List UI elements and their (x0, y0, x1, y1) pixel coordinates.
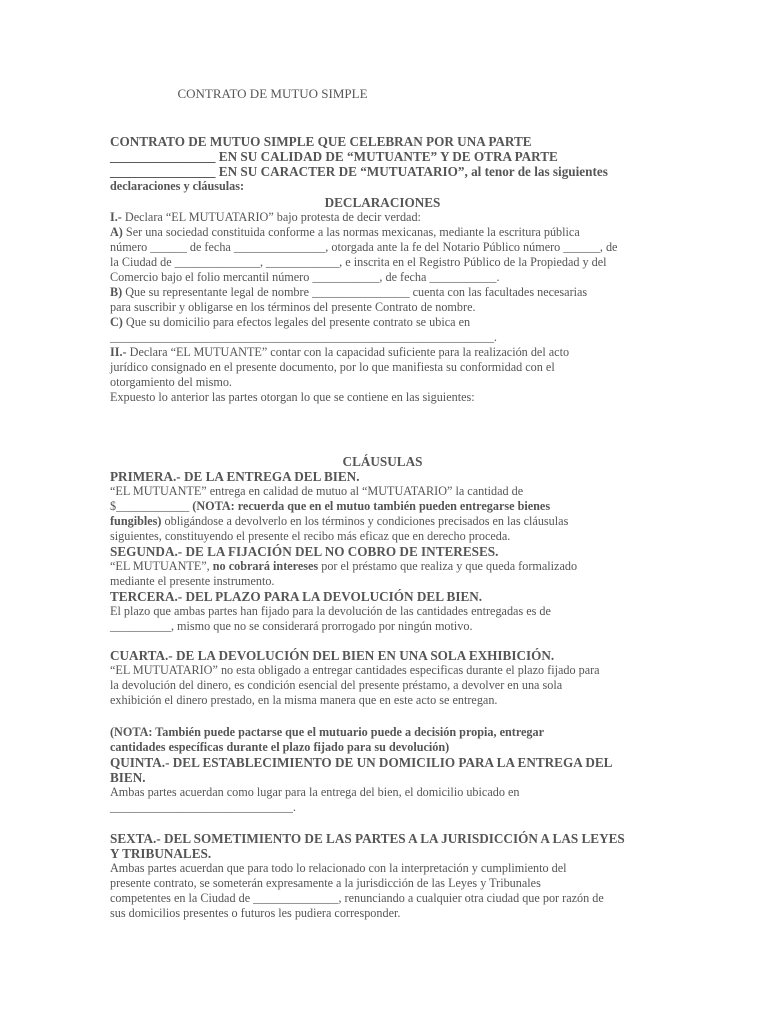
clause-line: siguientes, constituyendo el presente el recibo más eficaz que en derecho proceda. (110, 529, 511, 543)
clause-line: presente contrato, se someterán expresamente a la jurisdicción de las Leyes y Tribunales (110, 876, 541, 890)
declaration-a-line: la Ciudad de ______________, ____________, e inscrita en el Registro Público de la Propiedad y del (110, 255, 607, 269)
nota-inline: (NOTA: recuerda que en el mutuo también pueden entregarse bienes (192, 499, 551, 513)
clause-quinta (110, 755, 655, 815)
clause-line: “EL MUTUATARIO” no esta obligado a entregar cantidades especificas durante el plazo fijado para (110, 663, 600, 677)
clause-line: “EL MUTUANTE”, (110, 559, 213, 573)
clause-title: Y TRIBUNALES. (110, 846, 212, 861)
clause-title: QUINTA.- DEL ESTABLECIMIENTO DE UN DOMICILIO PARA LA ENTREGA DEL (110, 755, 613, 770)
declaration-ii-line: Declara “EL MUTUANTE” contar con la capacidad suficiente para la realización del acto (126, 345, 570, 359)
emphasis: no cobrará intereses (212, 559, 319, 573)
clause-line: por el préstamo que realiza y que queda formalizado (318, 559, 578, 573)
clause-line: obligándose a devolverlo en los términos y condiciones precisados en las cláusulas (161, 514, 569, 528)
declaration-text: Declara “EL MUTUATARIO” bajo protesta de decir verdad: (121, 210, 421, 224)
document-title: CONTRATO DE MUTUO SIMPLE (177, 86, 368, 101)
clause-line: sus domicilios presentes o futuros les pudiera corresponder. (110, 906, 401, 920)
declaration-a-line: Comercio bajo el folio mercantil número ___________, de fecha ___________. (110, 270, 500, 284)
clause-line: ______________________________. (110, 800, 296, 814)
intro-line: ________________ EN SU CALIDAD DE “MUTUANTE” Y DE OTRA PARTE (110, 149, 558, 164)
clause-label: B) (110, 285, 123, 299)
clause-segunda (110, 544, 655, 589)
declaration-c (110, 315, 655, 345)
intro-block (110, 134, 655, 194)
nota-inline: fungibles) (110, 514, 162, 528)
clause-title: TERCERA.- DEL PLAZO PARA LA DEVOLUCIÓN DEL BIEN. (110, 589, 483, 604)
declaration-ii-line: jurídico consignado en el presente documento, por lo que manifiesta su conformidad con el (110, 360, 555, 374)
declaration-a-line: Ser una sociedad constituida conforme a las normas mexicanas, mediante la escritura pública (122, 225, 580, 239)
clause-line: exhibición el dinero prestado, en la misma manera que en este acto se entregan. (110, 693, 498, 707)
expuesto-paragraph: Expuesto lo anterior las partes otorgan lo que se contiene en las siguientes: (110, 390, 475, 404)
clause-tercera (110, 589, 655, 634)
declaration-number: I.- (110, 210, 122, 224)
clause-line: El plazo que ambas partes han fijado para la devolución de las cantidades entregadas es de (110, 604, 551, 618)
declaraciones-heading: DECLARACIONES (324, 195, 441, 210)
clause-title: BIEN. (110, 770, 146, 785)
declaration-a-line: número ______ de fecha _______________, otorgada ante la fe del Notario Público número ______, de (110, 240, 618, 254)
clause-cuarta (110, 648, 655, 708)
intro-line: ________________ EN SU CARACTER DE “MUTUATARIO”, al tenor de las siguientes (110, 164, 608, 179)
clause-line: “EL MUTUANTE” entrega en calidad de mutuo al “MUTUATARIO” la cantidad de (110, 484, 524, 498)
clause-title: PRIMERA.- DE LA ENTREGA DEL BIEN. (110, 469, 360, 484)
amount-blank: $____________ (110, 499, 193, 513)
clause-line: __________, mismo que no se considerará prorrogado por ningún motivo. (110, 619, 473, 633)
clause-line: Ambas partes acuerdan que para todo lo relacionado con la interpretación y cumplimiento del (110, 861, 567, 875)
clause-line: competentes en la Ciudad de ______________, renunciando a cualquier otra ciudad que por razón de (110, 891, 604, 905)
declaration-number: II.- (110, 345, 127, 359)
nota-block (110, 725, 655, 755)
clause-sexta (110, 831, 655, 921)
intro-line: CONTRATO DE MUTUO SIMPLE QUE CELEBRAN POR UNA PARTE (110, 134, 532, 149)
clause-title: SEXTA.- DEL SOMETIMIENTO DE LAS PARTES A LA JURISDICCIÓN A LAS LEYES (110, 831, 625, 846)
declaration-c-line: Que su domicilio para efectos legales del presente contrato se ubica en (122, 315, 471, 329)
clause-label: C) (110, 315, 123, 329)
clause-title: SEGUNDA.- DE LA FIJACIÓN DEL NO COBRO DE INTERESES. (110, 544, 499, 559)
intro-line: declaraciones y cláusulas: (110, 179, 245, 193)
clausulas-heading: CLÁUSULAS (342, 454, 423, 469)
clause-line: Ambas partes acuerdan como lugar para la entrega del bien, el domicilio ubicado en (110, 785, 520, 799)
clause-line: la devolución del dinero, es condición esencial del presente préstamo, a devolver en una sola (110, 678, 563, 692)
clause-line: mediante el presente instrumento. (110, 574, 275, 588)
clause-label: A) (110, 225, 123, 239)
nota-line: (NOTA: También puede pactarse que el mutuario puede a decisión propia, entregar (110, 725, 545, 739)
declaration-b-line: para suscribir y obligarse en los términos del presente Contrato de nombre. (110, 300, 476, 314)
declaration-i (110, 210, 655, 225)
declaration-c-line: _______________________________________________________________. (110, 330, 497, 344)
document-body (110, 134, 655, 921)
clause-title: CUARTA.- DE LA DEVOLUCIÓN DEL BIEN EN UNA SOLA EXHIBICIÓN. (110, 648, 555, 663)
declaration-b (110, 285, 655, 315)
declaration-b-line: Que su representante legal de nombre ________________ cuenta con las facultades necesarias (122, 285, 588, 299)
declaration-ii-line: otorgamiento del mismo. (110, 375, 232, 389)
declaration-ii (110, 345, 655, 390)
nota-line: cantidades específicas durante el plazo fijado para su devolución) (110, 740, 450, 754)
clause-primera (110, 469, 655, 544)
declaration-a (110, 225, 655, 285)
